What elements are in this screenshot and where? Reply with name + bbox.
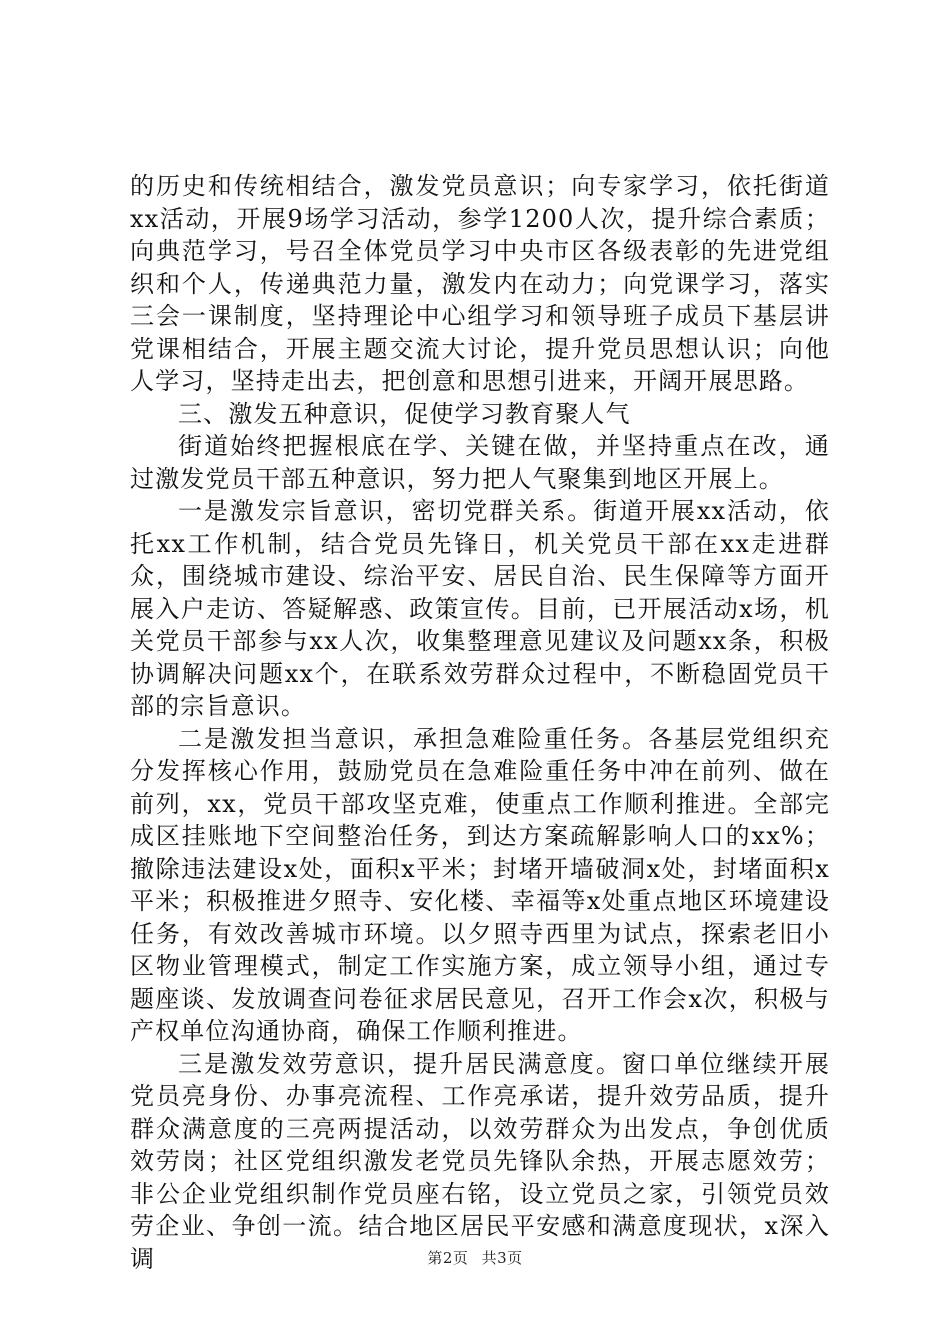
section-heading: 三、激发五种意识，促使学习教育聚人气 [178, 399, 631, 428]
page-footer [0, 1247, 950, 1268]
paragraph-responsibility-awareness: 二是激发担当意识，承担急难险重任务。各基层党组织充分发挥核心作用，鼓励党员在急难险重任务中冲在前列、做在前列，xx，党员干部攻坚克难，使重点工作顺利推进。全部完成区挂账地下空间整治任务，到达方案疏解影响人口的xx%；撤除违法建设x处，面积x平米；封堵开墙破洞x处，封堵面积x平米；积极推进夕照寺、安化楼、幸福等x处重点地区环境建设任务，有效改善城市环境。以夕照寺西里为试点，探索老旧小区物业管理模式，制定工作实施方案，成立领导小组，通过专题座谈、发放调查问卷征求居民意见，召开工作会x次，积极与产权单位沟通协商，确保工作顺利推进。 [130, 724, 830, 1045]
paragraph-service-awareness: 三是激发效劳意识，提升居民满意度。窗口单位继续开展党员亮身份、办事亮流程、工作亮承诺，提升效劳品质，提升群众满意度的三亮两提活动，以效劳群众为出发点，争创优质效劳岗；社区党组织激发老党员先锋队余热，开展志愿效劳；非公企业党组织制作党员座右铭，设立党员之家，引领党员效劳企业、争创一流。结合地区居民平安感和满意度现状，x深入调 [130, 1049, 830, 1273]
page-total: 共3页 [481, 1249, 523, 1267]
document-body [130, 170, 830, 1275]
paragraph-intro: 街道始终把握根底在学、关键在做，并坚持重点在改，通过激发党员干部五种意识，努力把人气聚集到地区开展上。 [130, 432, 830, 493]
page-number: 第2页 [427, 1249, 469, 1267]
paragraph-purpose-awareness: 一是激发宗旨意识，密切党群关系。街道开展xx活动，依托xx工作机制，结合党员先锋日，机关党员干部在xx走进群众，围绕城市建设、综治平安、居民自治、民生保障等方面开展入户走访、答疑解惑、政策宣传。目前，已开展活动x场，机关党员干部参与xx人次，收集整理意见建议及问题xx条，积极协调解决问题xx个，在联系效劳群众过程中，不断稳固党员干部的宗旨意识。 [130, 497, 830, 720]
paragraph-learning-continued: 的历史和传统相结合，激发党员意识；向专家学习，依托街道xx活动，开展9场学习活动，参学1200人次，提升综合素质；向典范学习，号召全体党员学习中央市区各级表彰的先进党组织和个人，传递典范力量，激发内在动力；向党课学习，落实三会一课制度，坚持理论中心组学习和领导班子成员下基层讲党课相结合，开展主题交流大讨论，提升党员思想认识；向他人学习，坚持走出去，把创意和思想引进来，开阔开展思路。 [130, 172, 830, 395]
